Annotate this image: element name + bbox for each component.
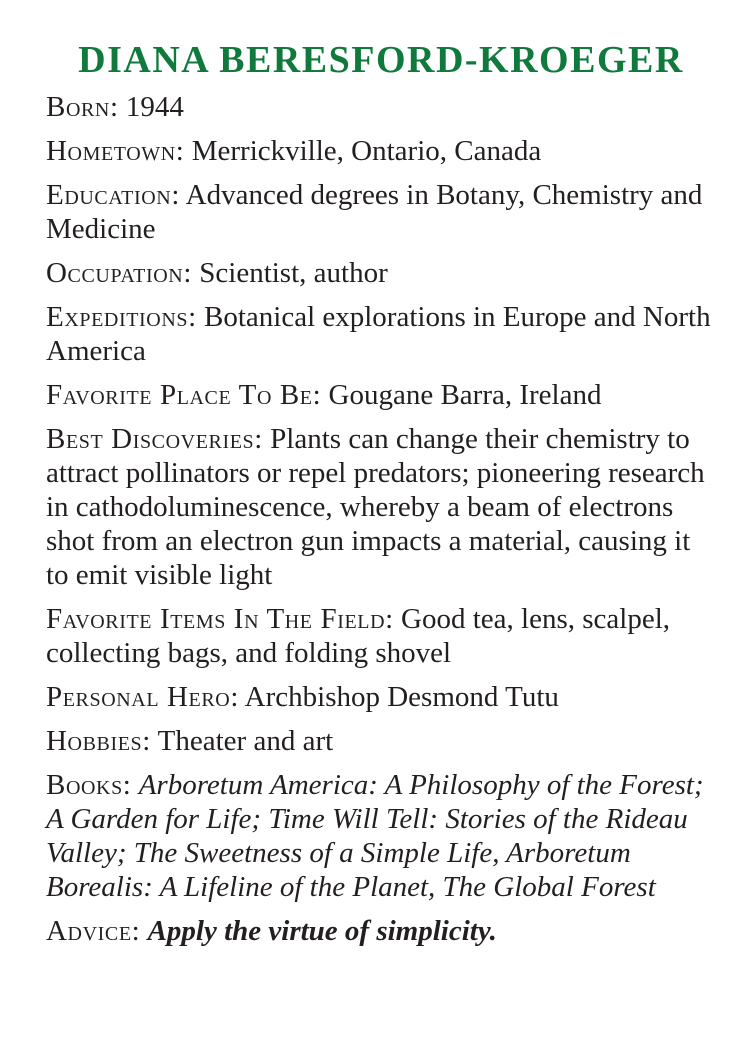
entry-education — [46, 178, 716, 246]
favorite-items-label: Favorite Items In The Field: — [46, 603, 394, 635]
books-label: Books: — [46, 769, 132, 801]
hometown-value: Merrickville, Ontario, Canada — [191, 135, 542, 167]
entry-advice — [46, 914, 716, 948]
occupation-value: Scientist, author — [199, 257, 388, 289]
entry-born — [46, 90, 716, 124]
born-label: Born: — [46, 91, 119, 123]
personal-hero-value: Archbishop Desmond Tutu — [244, 681, 559, 713]
favorite-place-label: Favorite Place To Be: — [46, 379, 322, 411]
advice-value: Apply the virtue of simplicity. — [147, 915, 497, 947]
best-discoveries-value: Plants can change their chemistry to attract pollinators or repel predators; pioneering research in cathodoluminescence, whereby a beam of electrons shot from an electron gun impacts a material, causing it to emit visible light — [46, 423, 705, 591]
education-label: Education: — [46, 179, 180, 211]
hobbies-label: Hobbies: — [46, 725, 151, 757]
entry-best-discoveries — [46, 422, 716, 592]
occupation-label: Occupation: — [46, 257, 193, 289]
best-discoveries-label: Best Discoveries: — [46, 423, 263, 455]
entry-personal-hero — [46, 680, 716, 714]
expeditions-value: Botanical explorations in Europe and North America — [46, 301, 711, 367]
expeditions-label: Expeditions: — [46, 301, 197, 333]
profile-title: DIANA BERESFORD-KROEGER — [78, 39, 684, 81]
entry-occupation — [46, 256, 716, 290]
profile-card — [46, 38, 716, 958]
entry-hometown — [46, 134, 716, 168]
entry-hobbies — [46, 724, 716, 758]
favorite-place-value: Gougane Barra, Ireland — [328, 379, 602, 411]
education-value: Advanced degrees in Botany, Chemistry and Medicine — [46, 179, 703, 245]
hobbies-value: Theater and art — [157, 725, 334, 757]
born-value: 1944 — [125, 91, 184, 123]
entry-favorite-items — [46, 602, 716, 670]
entry-favorite-place — [46, 378, 716, 412]
entry-books — [46, 768, 716, 904]
favorite-items-value: Good tea, lens, scalpel, collecting bags, and folding shovel — [46, 603, 671, 669]
personal-hero-label: Personal Hero: — [46, 681, 240, 713]
hometown-label: Hometown: — [46, 135, 185, 167]
books-value: Arboretum America: A Philosophy of the Forest; A Garden for Life; Time Will Tell: Stories of the Rideau Valley; The Sweetness of a Simple Life, Arboretum Borealis: A Lifeline of the Planet, The Global Forest — [46, 769, 704, 903]
entry-expeditions — [46, 300, 716, 368]
advice-label: Advice: — [46, 915, 141, 947]
